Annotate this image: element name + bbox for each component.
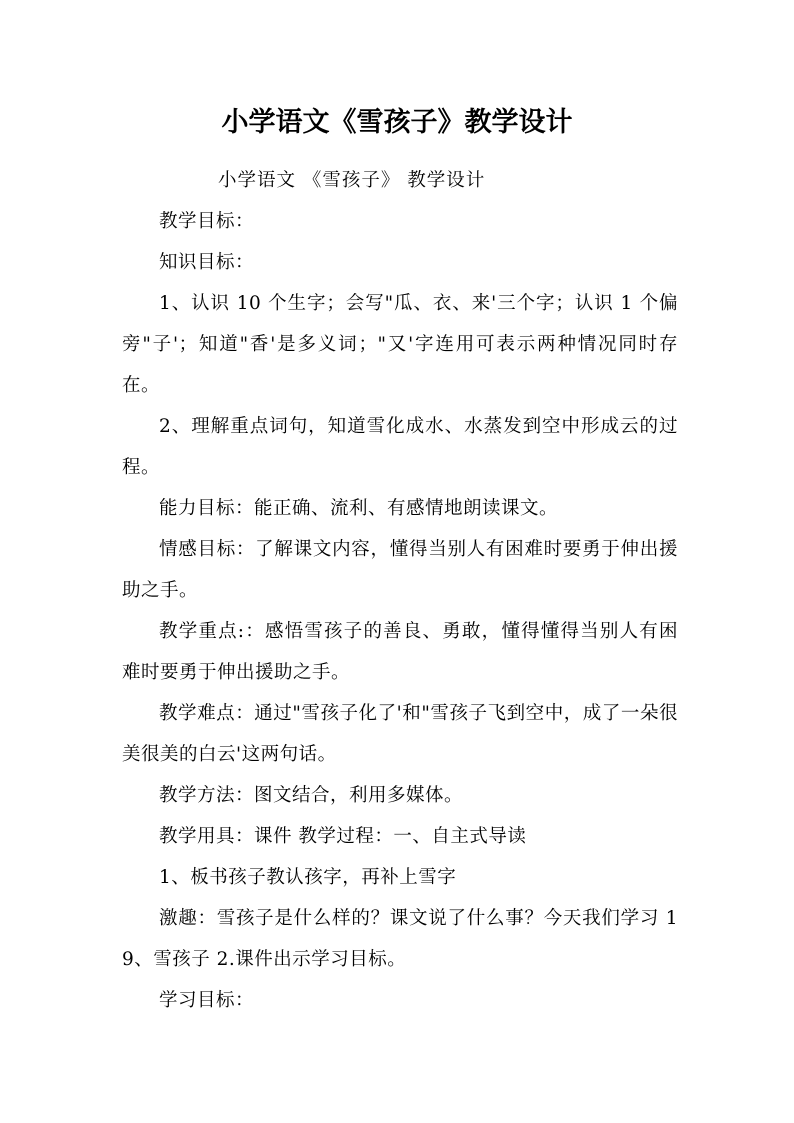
document-body bbox=[122, 160, 678, 1021]
paragraph-knowledge-goals: 知识目标： bbox=[159, 252, 255, 273]
paragraph-goal-2: 2、理解重点词句，知道雪化成水、水蒸发到空中形成云的过程。 bbox=[122, 416, 678, 478]
paragraph-methods: 教学方法：图文结合，利用多媒体。 bbox=[159, 785, 464, 806]
paragraph-difficulties: 教学难点：通过"雪孩子化了'和"雪孩子飞到空中，成了一朵很美很美的白云'这两句话。 bbox=[122, 703, 678, 765]
paragraph-tools: 教学用具：课件 教学过程：一、自主式导读 bbox=[159, 826, 527, 847]
paragraph-learning-goals: 学习目标： bbox=[159, 990, 255, 1011]
paragraph-step-1: 1、板书孩子教认孩字，再补上雪字 bbox=[159, 867, 457, 888]
paragraph-ability-goals: 能力目标：能正确、流利、有感情地朗读课文。 bbox=[159, 498, 559, 519]
document-title: 小学语文《雪孩子》教学设计 bbox=[221, 107, 573, 138]
paragraph-key-points: 教学重点:：感悟雪孩子的善良、勇敢，懂得懂得当别人有困难时要勇于伸出援助之手。 bbox=[122, 621, 678, 683]
paragraph-teaching-goals: 教学目标： bbox=[159, 211, 255, 232]
subtitle-line: 小学语文 《雪孩子》 教学设计 bbox=[218, 170, 486, 191]
paragraph-motivation: 激趣：雪孩子是什么样的？课文说了什么事？今天我们学习 19、雪孩子 2.课件出示学习目标。 bbox=[122, 908, 678, 970]
paragraph-goal-1: 1、认识 10 个生字；会写"瓜、衣、来'三个字；认识 1 个偏旁"子'；知道"香'是多义词；"又'字连用可表示两种情况同时存在。 bbox=[122, 293, 678, 396]
paragraph-emotion-goals: 情感目标：了解课文内容，懂得当别人有困难时要勇于伸出援助之手。 bbox=[122, 539, 678, 601]
